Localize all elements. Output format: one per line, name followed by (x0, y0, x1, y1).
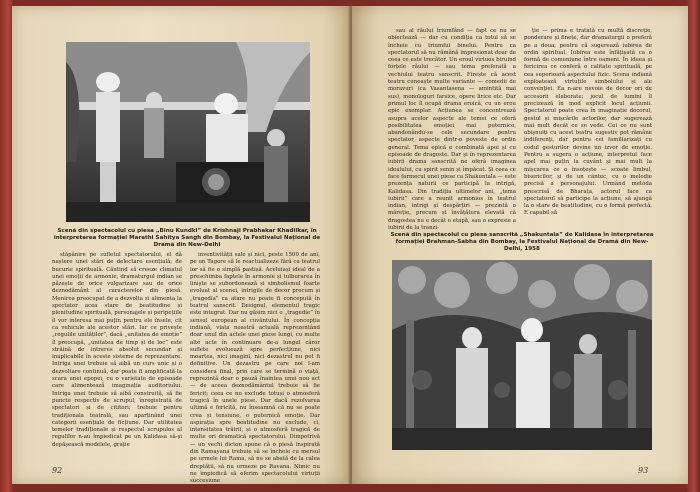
right-page (352, 6, 688, 484)
page-number-left: 92 (52, 466, 63, 475)
left-page (12, 6, 350, 484)
right-col1-text: sau al răului triumfând — fapt ce nu se obiectează — dar cu condiția ca totul să se încheie cu triumful binelui. Pentru ca spectatorul să nu rămână impresionat doar de ceea ce este trecător. Un eroul virtuos biruind forțele răului — sau tema preferată a vechiului teatru sanscrit. Firește că acest teatru cunoaște multe variante — comedii de moravuri (ca Vasantasena — amintită mai sus), monologuri farsice, opere lirice etc. Dar primul loc îl ocupă drama eroică, cu un erou epic exemplar. Acțiunea se concentrează asupra acelor aspecte ale temei ce oferă posibilitatea emoției mai puternice, abandonându-se cele secundare pentru spectator, aspecte dintr-o poveste de ordin general. Tema epică e combinată apoi și cu episoade de dragoste. Dar și în reprezentarea iubirii drama sanscrită ne oferă imaginea idealului, cu spirit senin și împăcat. Și ceea ce face farmecul unei piese ca Shakuntala — este prezența naturii ce participă la intrigă, Kalidasa. Din tradiția ultimelor ani, „tema iubirii” care a reunit armonios în teatrul indian, intrigi și despărțiri — prezintă o măreție, precum și învățătura elevată că dragostea nu e decât o etapă, sau o expresie a iubirii de la tranzi- (388, 28, 516, 232)
page-number-right: 93 (638, 466, 649, 475)
left-page-column-2 (190, 252, 320, 485)
forest-scene-illustration (392, 260, 652, 450)
photo-shakuntala (392, 260, 652, 450)
stage-scene-illustration (66, 42, 310, 222)
right-page-column-2 (524, 28, 652, 228)
right-col2-text: ție — prima e tratată cu multă discreție, ponderare și finețe, dar dramaturgii o preferă pe a doua, pentru că sugerează iubirea de ordin spiritual. Iubirea este înfățișată ca o formă de comuniune între oameni. În ideea și fericirea ce conferă o calitate spirituală, pe cea superioară aspectului fizic. Scena indiană exploatează virtuțile simbolului și ale convenției. Ea n-are nevoie de decor ori de accesorii elaborate; jocul de lumini îl precizează în mod explicit locul acțiunii. Spectatorul poate crea în imaginație decorul, gestul și mișcările actorilor, dar sugerează mai mult decât ce se vede. Cei ce nu sunt obișnuiți cu acest teatru sugestiv pot rămâne indiferenți, dar pentru cei familiarizați cu codul gesturilor devine un izvor de emoție. Pentru a sugera o acțiune, interpretul face apel mai puțin la cuvânt și mai mult la mișcarea ce o însoțește — scoate limbul, bisericilor, și de un cântec, cu o melodie precisă a personajului. Urmând metoda prescrisă de Bharata, actorul face ca spectatorul să participe la acțiune, să ajungă la o stare de beatitudine, cu o formă perfectă. E capabil să (524, 28, 652, 217)
left-col1-text: stăpânire pe sufletul spectatorului, el dă naștere unei stări de delectare esențială, de bucurie spirituală. Căutind să creeze climatul unei emoții de armonie, dramaturgul indian se păzește de orice vulgarizare sau de orice deznodământ al caracterelor din piesă. Menirea preocupat de a dezvolta și alimenta la spectator acea stare de beatitudine și plenitudine spirituală, personajele și peripețiile îl vor interesa mai puțin pentru ele însele, cit ca vehicule ale acestor stări. Iar ce privește „regulile unităților”, dacă „unitatea de emoție” îl preocupă, „unitatea de timp și de loc” este străină de intreres absolut secundar și inaplicabile în aceste sisteme de reprezentare. Intriga unei trebuie să aibă un curs unic și o dezvoltare continuă, dar poate fi amplificată la scara unei epopei, cu o varietate de episoade care alimentează imaginația auditoriului. Intriga unei trebuie să aibă construită, să fie puncte respectiv de scrupul, înregistrată de spectatori și de cititori; trebuie pentru tradiționala teatrală, sau aparținând unei categorii esențiale de ficțiune. Dar utilitatea temelor tradiționale și respectul scrupulos al regulilor n-au împiedicat pe un Kalidasa să-și depășească modelele, grație (52, 252, 182, 448)
photo-binu-kundki (66, 42, 310, 222)
right-page-column-1 (388, 28, 516, 232)
left-page-column-1 (52, 252, 182, 460)
caption-binu-kundki: Scenă din spectacolul cu piesa „Binu Kundki” de Krishnaji Prabhakar Khadilkar, în interpretarea formației Marathi Sahitya Sangh din Bombay, la Festivalul Național de Dramă din New-Delhi (53, 228, 321, 248)
left-col2-text: inventivității sale și nici, peste 1500 de ani, pe un Tagore să le reactualizeze fără ca teatrul lor să fie o simplă pastișă. Aceluiași ideal de a preschimba faptele în armonie și tulburarea în liniște se subordonează și simbolismul foarte evoluat al scenei, intrigile de decor precum și „tragedia” ca atare nu poate fi concepută în teatrul sanscrit. Designul, elementul tragic este integrat. Dar nu găsim nici o „tragedie” în sensul european al cuvântului. În concepția indiană, viața noastră actuală reprezentând doar unul din actele unei piese lungi, cu multe alte acte în continuare de-a lungul căror suflete evoluează spre perfecțiune, nici moartea, nici imagini, nici dezastrul nu pot fi definitive. Un dezastru pe care noi l-am considera final, prin care se termină o viață, reprezintă doar o pauză înaintea unui nou act — de aceea deznodământul trebuie să fie fericit; ceea ce nu exclude totuși o atmosferă tragică în unele piese. Dar dacă rezolvarea ultimă e fericită, nu înseamnă că nu se poate crea și tensiune, o puternică emoție. Dar aspirația spre beatitudine nu exclude, ci, intensitatea trăirii, și o atmosferă tragică de multe ori dramatică spectatorului. Dimpotrivă — un vechi dicton spune că o piesă inspirată din Ramayana trebuie să se încheie cu mersul pe urmele lui Rama, să nu se abată de la calea dreptății, să nu urmeze pe Ravana. Nimic nu ne împiedică să oferim spectacolului virtuții succesiune (190, 252, 320, 485)
caption-shakuntala: Scenă din spectacolul cu piesa sanscrită „Shakuntala” de Kalidasa în interpretarea formației Brahman-Sabha din Bombay, la Festivalul Național de Dramă din New-Delhi, 1958 (390, 232, 654, 252)
